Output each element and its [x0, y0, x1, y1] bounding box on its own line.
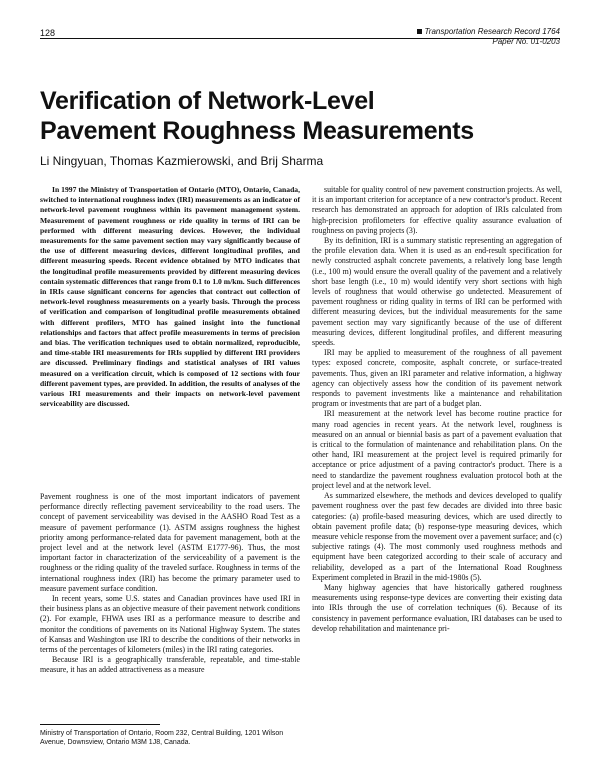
body-paragraph: suitable for quality control of new pavement construction projects. As well, it is an important criterion for acceptance of a new contractor's product. Recent research has demonstrated an approach for adoption of IRIs calculated from high-precision profilometers for effective quality assurance evaluation of roughness on paving projects (3).: [312, 185, 562, 235]
abstract: [40, 185, 300, 409]
body-paragraph: In recent years, some U.S. states and Canadian provinces have used IRI in their business plans as an objective measure of their pavement network conditions (2). For example, FHWA uses IRI as a performance measure to describe and monitor the conditions of pavements on its National Highway System. The states of Kansas and Washington use IRI to describe the conditions of their networks in terms of the percentages of kilometers (miles) in the IRI rating categories.: [40, 594, 300, 655]
journal-name: Transportation Research Record 1764: [424, 27, 560, 36]
body-paragraph: Pavement roughness is one of the most important indicators of pavement performance directly reflecting pavement serviceability to the road users. The concept of pavement serviceability was devised in the AASHO Road Test as a measure of pavement performance (1). ASTM assigns roughness the highest priority among performance-related data for pavement management, both at the project level and at the network level (ASTM E1777-96). Thus, the most important factor in characterization of the serviceability of a pavement is the roughness or the riding quality of the traveled surface. Roughness in terms of the international roughness index (IRI) has become the primary parameter used to measure pavement surface condition.: [40, 492, 300, 593]
journal-header: [417, 27, 560, 47]
body-paragraph: Many highway agencies that have historically gathered roughness measurements using response-type devices are converting their existing data into IRIs through the use of correlation techniques (6). Because of its consistency in pavement performance evaluation, IRI databases can be used to develop rehabilitation and maintenance pri-: [312, 582, 562, 633]
paper-number: Paper No. 01-0203: [492, 37, 560, 46]
left-column-body: [40, 492, 300, 676]
footnote-divider: [40, 724, 160, 725]
right-column-body: [312, 185, 562, 634]
body-paragraph: Because IRI is a geographically transferable, repeatable, and time-stable measure, it has an added attractiveness as a measure: [40, 655, 300, 675]
paper-title: [40, 86, 474, 146]
author-affiliation-footnote: Ministry of Transportation of Ontario, Room 232, Central Building, 1201 Wilson Avenue, Downsview, Ontario M3M 1J8, Canada.: [40, 730, 284, 746]
body-paragraph: By its definition, IRI is a summary statistic representing an aggregation of the profile elevation data. When it is used as an end-result specification for newly constructed asphalt concrete pavements, a relatively long base length (i.e., 100 m) would ensure the overall quality of the pavement and a relatively short base length (i.e., 10 m) would identify very short sections with high levels of roughness that would otherwise go undetected. Measurement of pavement roughness or riding quality in terms of IRI can be performed with different measuring devices, but the individual measurements for the same pavement section may vary significantly because of the use of different measuring devices, different longitudinal profiles, and different measuring speeds.: [312, 236, 562, 348]
author-list: Li Ningyuan, Thomas Kazmierowski, and Brij Sharma: [40, 154, 324, 168]
title-line-2: Pavement Roughness Measurements: [40, 117, 474, 145]
page-number: 128: [40, 28, 56, 38]
body-paragraph: As summarized elsewhere, the methods and devices developed to qualify pavement roughness over the past few decades are divided into three basic categories: (a) profile-based measuring devices, which are used directly to obtain pavement profile data; (b) response-type measuring devices, which measure vehicle response from the movement over a pavement surface; and (c) subjective ratings (4). The most commonly used roughness methods and equipment have been categorized according to their scale of accuracy and reliability, developed as a part of the International Road Roughness Experiment completed in Brazil in the mid-1980s (5).: [312, 491, 562, 582]
abstract-text: In 1997 the Ministry of Transportation of Ontario (MTO), Ontario, Canada, switched to international roughness index (IRI) measurements as an indicator of network-level pavement roughness within its pavement management system. Measurement of pavement roughness or ride quality in terms of IRI can be performed with different measuring devices. However, the individual measurements for the same pavement section may vary significantly because of the use of different measuring devices, different longitudinal profiles, and different measuring speeds. Recent evidence obtained by MTO indicates that the longitudinal profile measurements provided by different measuring devices contain systematic differences that range from 0.1 to 1.0 m/km. Such differences in IRIs cause significant concerns for agencies that contract out collection of network-level roughness measurements on a yearly basis. Through the process of verification and comparison of longitudinal profile measurements obtained with different profilers, MTO has gained insight into the functional relationships and factors that affect profile measurements in terms of precision and bias. The verification techniques used to obtain normalized, reproducible, and time-stable IRI measurements for IRIs supplied by different IRI providers are discussed. Preliminary findings and statistical analyses of IRI values measured on a verification circuit, which is composed of 12 sections with four different pavement types, are provided. In addition, the results of analyses of the various IRI measurements and their impacts on network-level pavement serviceability are discussed.: [40, 185, 300, 409]
body-paragraph: IRI measurement at the network level has become routine practice for many road agencies in recent years. At the network level, roughness is measured on an annual or biennial basis as part of a pavement evaluation that is critical to the formulation of maintenance and rehabilitation plans. On the other hand, IRI measurement at the project level is required primarily for acceptance or price adjustment of a paving contractor's product. There is a need to standardize the pavement roughness evaluation protocol both at the project level and at the network level.: [312, 409, 562, 490]
title-line-1: Verification of Network-Level: [40, 87, 375, 115]
journal-title: [417, 27, 560, 37]
header-divider: [40, 38, 560, 39]
body-paragraph: IRI may be applied to measurement of the roughness of all pavement types: exposed concrete, composite, asphalt concrete, or surface-treated pavements. Thus, given an IRI parameter and relative information, a highway agency can objectively assess how the condition of its pavement network responds to pavement investments like a maintenance and rehabilitation program or investments that are part of a budget plan.: [312, 348, 562, 409]
square-bullet-icon: [417, 29, 422, 34]
